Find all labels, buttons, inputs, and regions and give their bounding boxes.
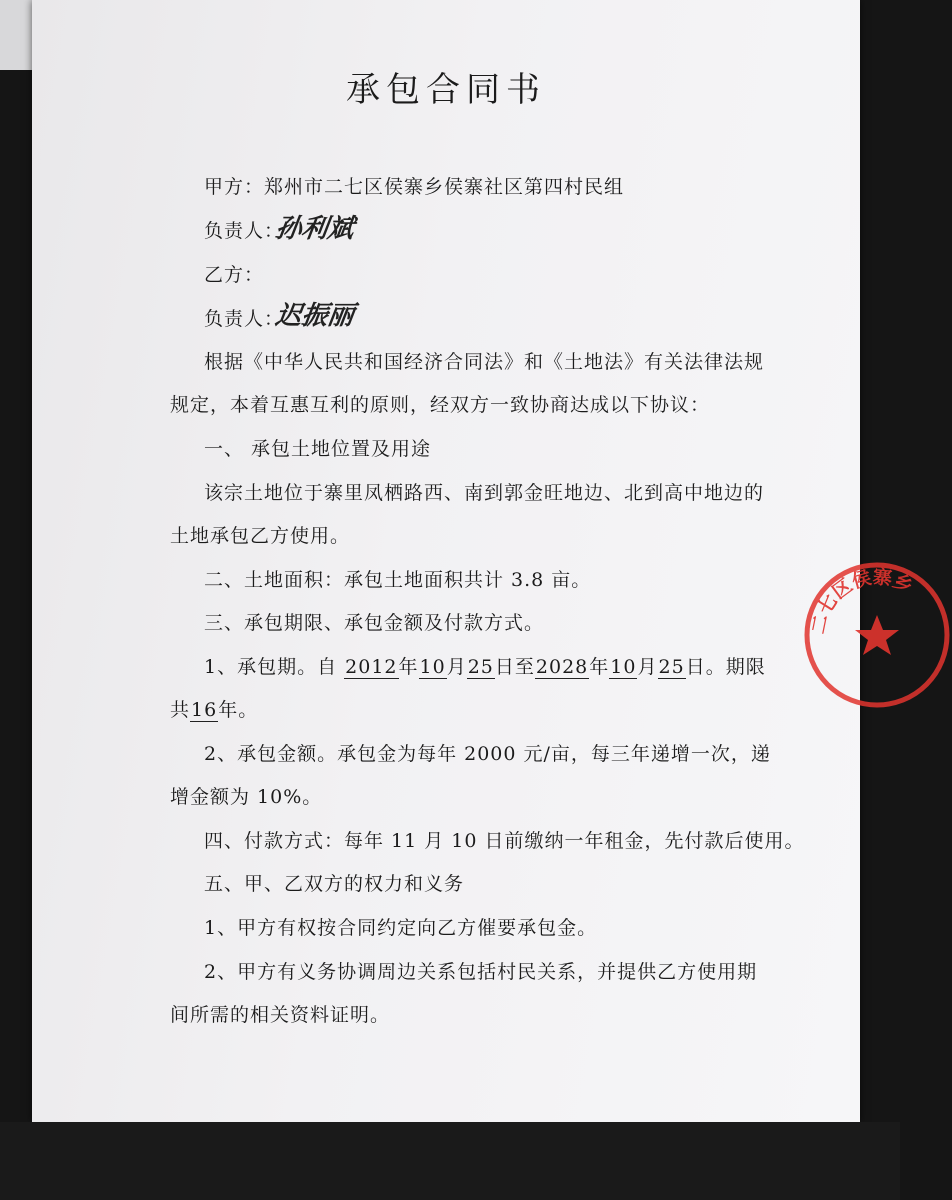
party-a-signature: 孙利斌 (273, 214, 356, 244)
section-1-line-2: 土地承包乙方使用。 (170, 525, 351, 547)
term-end-year: 2028 (535, 656, 589, 678)
section-2-text: 二、土地面积：承包土地面积共计 3.8 亩。 (204, 569, 592, 591)
seal-text-path: 二七区侯寨乡 (807, 566, 917, 636)
term-start-month: 10 (419, 656, 446, 678)
official-seal (802, 560, 952, 710)
section-1-heading: 一、 承包土地位置及用途 (204, 438, 432, 460)
party-a-rep-line (204, 216, 284, 243)
section-5-item-1: 1、甲方有权按合同约定向乙方催要承包金。 (204, 917, 598, 939)
seal-star-icon (855, 615, 899, 655)
section-5-heading: 五、甲、乙双方的权力和义务 (204, 873, 465, 895)
section-1-line-1: 该宗土地位于寨里凤栖路西、南到郭金旺地边、北到高中地边的 (204, 482, 765, 504)
party-b-label: 乙方： (204, 264, 265, 286)
seal-text (807, 565, 916, 636)
amount-line-2: 增金额为 10%。 (170, 786, 323, 808)
section-5-item-2-line-2: 间所需的相关资料证明。 (170, 1004, 391, 1026)
term-text: 日至 (494, 656, 535, 678)
party-b-line (204, 260, 264, 287)
document-title: 承包合同书 (346, 70, 546, 110)
term-text: 日。期限 (685, 656, 766, 678)
term-text: 月 (637, 656, 658, 678)
term-text: 年。 (218, 699, 259, 721)
intro-line-1: 根据《中华人民共和国经济合同法》和《土地法》有关法律法规 (204, 351, 765, 373)
term-end-month: 10 (610, 656, 637, 678)
term-years: 16 (191, 699, 218, 721)
party-a-line (204, 172, 624, 199)
term-text: 年 (398, 656, 419, 678)
party-b-signature: 迟振丽 (273, 301, 356, 331)
term-line-2 (170, 695, 258, 722)
section-3-heading: 三、承包期限、承包金额及付款方式。 (204, 612, 545, 634)
term-text: 年 (589, 656, 610, 678)
term-start-year: 2012 (345, 656, 398, 678)
section-4-text: 四、付款方式：每年 11 月 10 日前缴纳一年租金，先付款后使用。 (204, 830, 805, 852)
term-text: 1、承包期。自 (204, 656, 338, 678)
contract-page (32, 0, 917, 1122)
party-b-rep-line (204, 304, 284, 331)
background-surface (0, 1122, 900, 1200)
party-a-rep-label: 负责人： (204, 220, 285, 242)
party-a-label: 甲方： (204, 176, 265, 198)
section-5-item-2-line-1: 2、甲方有义务协调周边关系包括村民关系，并提供乙方使用期 (204, 961, 758, 983)
party-a-name: 郑州市二七区侯寨乡侯寨社区第四村民组 (264, 176, 625, 198)
amount-line-1: 2、承包金额。承包金为每年 2000 元/亩，每三年递增一次，递 (204, 743, 771, 765)
term-text: 月 (446, 656, 467, 678)
term-end-day: 25 (658, 656, 685, 678)
intro-line-2: 规定，本着互惠互利的原则，经双方一致协商达成以下协议： (170, 394, 711, 416)
term-text: 共 (170, 699, 191, 721)
term-start-day: 25 (467, 656, 494, 678)
term-line-1 (204, 652, 766, 679)
party-b-rep-label: 负责人： (204, 308, 285, 330)
